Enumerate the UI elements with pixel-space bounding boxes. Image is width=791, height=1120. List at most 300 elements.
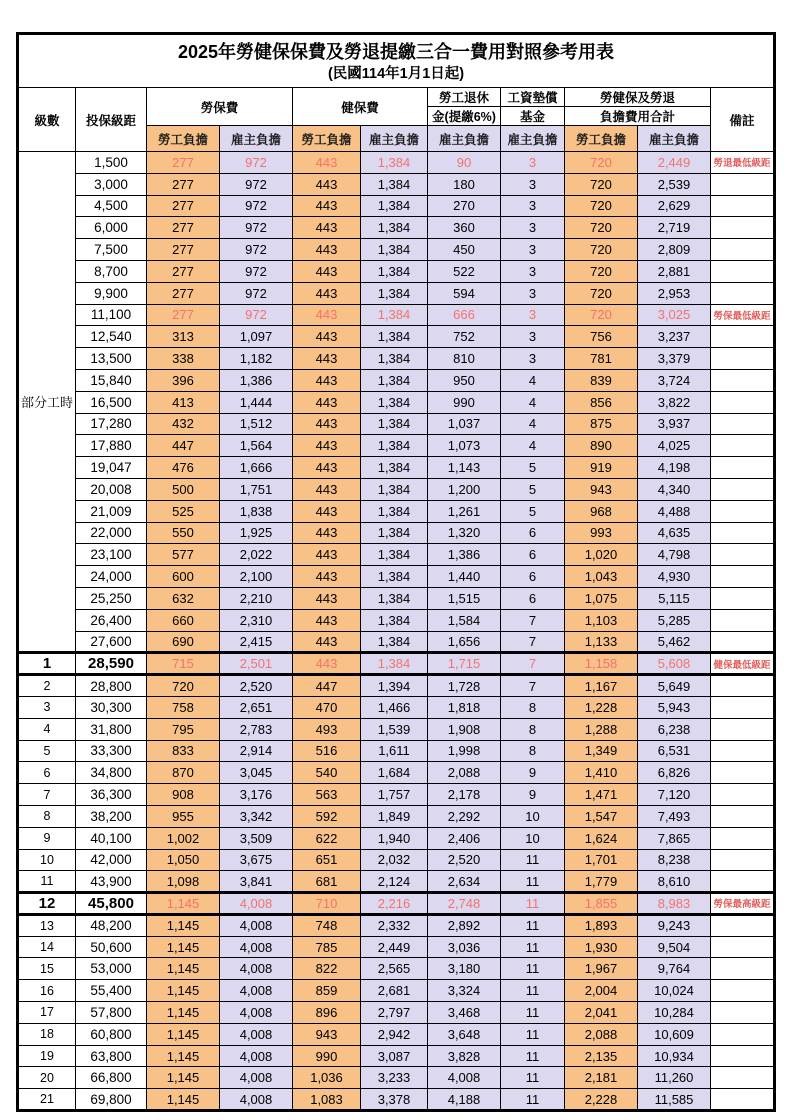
value-cell: 720 — [147, 675, 220, 697]
value-cell: 396 — [147, 369, 220, 391]
table-row — [18, 391, 775, 413]
value-cell: 2,181 — [565, 1067, 638, 1089]
value-cell: 443 — [293, 173, 361, 195]
value-cell: 2,004 — [565, 980, 638, 1002]
salary-bracket-cell: 23,100 — [76, 544, 147, 566]
value-cell: 2,914 — [220, 740, 293, 762]
value-cell: 2,501 — [220, 653, 293, 675]
table-body — [18, 152, 775, 1111]
salary-bracket-cell: 16,500 — [76, 391, 147, 413]
value-cell: 839 — [565, 369, 638, 391]
value-cell: 720 — [565, 195, 638, 217]
value-cell: 3,180 — [428, 958, 501, 980]
value-cell: 2,681 — [361, 980, 428, 1002]
value-cell: 2,292 — [428, 805, 501, 827]
remark-cell — [711, 478, 775, 500]
subheader-health-employee: 勞工負擔 — [293, 126, 361, 152]
level-cell: 13 — [18, 914, 76, 936]
remark-cell — [711, 914, 775, 936]
remark-cell — [711, 239, 775, 261]
salary-bracket-cell: 19,047 — [76, 457, 147, 479]
value-cell: 9 — [501, 784, 565, 806]
remark-cell — [711, 740, 775, 762]
value-cell: 4,008 — [220, 1089, 293, 1111]
value-cell: 1,200 — [428, 478, 501, 500]
page-subtitle: (民國114年1月1日起) — [327, 65, 465, 82]
col-header-total-line2: 負擔費用合計 — [565, 107, 711, 126]
value-cell: 3 — [501, 282, 565, 304]
value-cell: 1,940 — [361, 827, 428, 849]
subheader-labor-employee: 勞工負擔 — [147, 126, 220, 152]
value-cell: 720 — [565, 260, 638, 282]
remark-cell — [711, 391, 775, 413]
value-cell: 2,449 — [638, 152, 711, 174]
value-cell: 3,324 — [428, 980, 501, 1002]
table-row — [18, 413, 775, 435]
value-cell: 443 — [293, 544, 361, 566]
value-cell: 4 — [501, 391, 565, 413]
value-cell: 5,943 — [638, 696, 711, 718]
table-row — [18, 435, 775, 457]
value-cell: 1,075 — [565, 587, 638, 609]
table-row — [18, 282, 775, 304]
value-cell: 6 — [501, 522, 565, 544]
salary-bracket-cell: 31,800 — [76, 718, 147, 740]
page-title: 2025年勞健保保費及勞退提繳三合一費用對照參考用表 — [178, 42, 615, 63]
value-cell: 1,728 — [428, 675, 501, 697]
table-row — [18, 457, 775, 479]
level-cell: 1 — [18, 653, 76, 675]
value-cell: 748 — [293, 914, 361, 936]
value-cell: 1,384 — [361, 326, 428, 348]
value-cell: 10,609 — [638, 1023, 711, 1045]
value-cell: 11,585 — [638, 1089, 711, 1111]
value-cell: 9,504 — [638, 936, 711, 958]
value-cell: 1,757 — [361, 784, 428, 806]
salary-bracket-cell: 27,600 — [76, 631, 147, 653]
remark-cell — [711, 1023, 775, 1045]
value-cell: 2,797 — [361, 1002, 428, 1024]
table-row — [18, 675, 775, 697]
value-cell: 990 — [293, 1045, 361, 1067]
value-cell: 632 — [147, 587, 220, 609]
value-cell: 2,881 — [638, 260, 711, 282]
value-cell: 10 — [501, 805, 565, 827]
value-cell: 493 — [293, 718, 361, 740]
value-cell: 1,384 — [361, 609, 428, 631]
level-cell: 19 — [18, 1045, 76, 1067]
value-cell: 833 — [147, 740, 220, 762]
value-cell: 1,320 — [428, 522, 501, 544]
table-row — [18, 827, 775, 849]
value-cell: 4,198 — [638, 457, 711, 479]
value-cell: 476 — [147, 457, 220, 479]
value-cell: 2,032 — [361, 849, 428, 871]
value-cell: 6,238 — [638, 718, 711, 740]
table-row — [18, 653, 775, 675]
level-cell: 8 — [18, 805, 76, 827]
value-cell: 7 — [501, 675, 565, 697]
value-cell: 4,008 — [220, 1023, 293, 1045]
value-cell: 3,237 — [638, 326, 711, 348]
value-cell: 11,260 — [638, 1067, 711, 1089]
value-cell: 5,649 — [638, 675, 711, 697]
value-cell: 525 — [147, 500, 220, 522]
value-cell: 3,828 — [428, 1045, 501, 1067]
value-cell: 443 — [293, 304, 361, 326]
remark-cell: 健保最低級距 — [711, 653, 775, 675]
value-cell: 4,008 — [220, 936, 293, 958]
value-cell: 3 — [501, 260, 565, 282]
value-cell: 11 — [501, 1089, 565, 1111]
value-cell: 919 — [565, 457, 638, 479]
value-cell: 660 — [147, 609, 220, 631]
value-cell: 2,539 — [638, 173, 711, 195]
value-cell: 2,520 — [428, 849, 501, 871]
value-cell: 3 — [501, 195, 565, 217]
salary-bracket-cell: 69,800 — [76, 1089, 147, 1111]
remark-cell — [711, 936, 775, 958]
value-cell: 277 — [147, 173, 220, 195]
value-cell: 8,610 — [638, 871, 711, 893]
value-cell: 1,384 — [361, 631, 428, 653]
value-cell: 2,178 — [428, 784, 501, 806]
value-cell: 594 — [428, 282, 501, 304]
value-cell: 720 — [565, 152, 638, 174]
value-cell: 270 — [428, 195, 501, 217]
value-cell: 450 — [428, 239, 501, 261]
remark-cell — [711, 435, 775, 457]
remark-cell — [711, 413, 775, 435]
table-row — [18, 348, 775, 370]
remark-cell: 勞退最低級距 — [711, 152, 775, 174]
table-row — [18, 217, 775, 239]
value-cell: 3 — [501, 326, 565, 348]
value-cell: 1,228 — [565, 696, 638, 718]
value-cell: 1,083 — [293, 1089, 361, 1111]
value-cell: 11 — [501, 1002, 565, 1024]
level-cell: 2 — [18, 675, 76, 697]
value-cell: 360 — [428, 217, 501, 239]
value-cell: 2,100 — [220, 566, 293, 588]
value-cell: 4,635 — [638, 522, 711, 544]
salary-bracket-cell: 38,200 — [76, 805, 147, 827]
value-cell: 516 — [293, 740, 361, 762]
value-cell: 277 — [147, 152, 220, 174]
value-cell: 972 — [220, 195, 293, 217]
table-row — [18, 326, 775, 348]
value-cell: 6 — [501, 566, 565, 588]
value-cell: 943 — [565, 478, 638, 500]
value-cell: 1,384 — [361, 566, 428, 588]
value-cell: 1,818 — [428, 696, 501, 718]
value-cell: 681 — [293, 871, 361, 893]
value-cell: 4,188 — [428, 1089, 501, 1111]
table-row — [18, 762, 775, 784]
value-cell: 972 — [220, 217, 293, 239]
col-header-salary-bracket: 投保級距 — [76, 88, 147, 152]
value-cell: 3,675 — [220, 849, 293, 871]
subheader-pension-employer: 雇主負擔 — [428, 126, 501, 152]
value-cell: 1,103 — [565, 609, 638, 631]
value-cell: 443 — [293, 195, 361, 217]
table-row — [18, 1067, 775, 1089]
value-cell: 1,684 — [361, 762, 428, 784]
value-cell: 11 — [501, 1023, 565, 1045]
value-cell: 3 — [501, 304, 565, 326]
value-cell: 1,967 — [565, 958, 638, 980]
value-cell: 1,073 — [428, 435, 501, 457]
value-cell: 443 — [293, 478, 361, 500]
value-cell: 2,088 — [565, 1023, 638, 1045]
value-cell: 11 — [501, 1045, 565, 1067]
value-cell: 1,925 — [220, 522, 293, 544]
level-cell: 10 — [18, 849, 76, 871]
value-cell: 1,838 — [220, 500, 293, 522]
value-cell: 1,145 — [147, 1023, 220, 1045]
salary-bracket-cell: 53,000 — [76, 958, 147, 980]
value-cell: 1,515 — [428, 587, 501, 609]
table-row — [18, 784, 775, 806]
salary-bracket-cell: 43,900 — [76, 871, 147, 893]
value-cell: 1,133 — [565, 631, 638, 653]
table-row — [18, 566, 775, 588]
remark-cell — [711, 609, 775, 631]
value-cell: 1,167 — [565, 675, 638, 697]
value-cell: 1,384 — [361, 500, 428, 522]
value-cell: 4,008 — [220, 958, 293, 980]
value-cell: 592 — [293, 805, 361, 827]
salary-bracket-cell: 24,000 — [76, 566, 147, 588]
value-cell: 720 — [565, 173, 638, 195]
level-cell: 5 — [18, 740, 76, 762]
value-cell: 4 — [501, 413, 565, 435]
level-cell: 12 — [18, 893, 76, 915]
value-cell: 1,384 — [361, 522, 428, 544]
value-cell: 3,378 — [361, 1089, 428, 1111]
value-cell: 10,934 — [638, 1045, 711, 1067]
value-cell: 972 — [220, 304, 293, 326]
subheader-fund-employer: 雇主負擔 — [501, 126, 565, 152]
value-cell: 3,176 — [220, 784, 293, 806]
value-cell: 2,634 — [428, 871, 501, 893]
value-cell: 277 — [147, 260, 220, 282]
fee-reference-sheet — [16, 32, 776, 1112]
remark-cell — [711, 500, 775, 522]
remark-cell — [711, 805, 775, 827]
value-cell: 1,384 — [361, 239, 428, 261]
value-cell: 313 — [147, 326, 220, 348]
value-cell: 795 — [147, 718, 220, 740]
value-cell: 2,041 — [565, 1002, 638, 1024]
value-cell: 1,384 — [361, 457, 428, 479]
value-cell: 7 — [501, 609, 565, 631]
value-cell: 180 — [428, 173, 501, 195]
remark-cell — [711, 326, 775, 348]
table-row — [18, 544, 775, 566]
value-cell: 1,715 — [428, 653, 501, 675]
value-cell: 1,384 — [361, 544, 428, 566]
value-cell: 785 — [293, 936, 361, 958]
remark-cell — [711, 217, 775, 239]
value-cell: 1,145 — [147, 914, 220, 936]
value-cell: 1,384 — [361, 173, 428, 195]
value-cell: 3,233 — [361, 1067, 428, 1089]
salary-bracket-cell: 48,200 — [76, 914, 147, 936]
value-cell: 990 — [428, 391, 501, 413]
table-row — [18, 631, 775, 653]
value-cell: 8,983 — [638, 893, 711, 915]
salary-bracket-cell: 11,100 — [76, 304, 147, 326]
table-row — [18, 718, 775, 740]
value-cell: 908 — [147, 784, 220, 806]
value-cell: 1,386 — [220, 369, 293, 391]
subheader-health-employer: 雇主負擔 — [361, 126, 428, 152]
table-row — [18, 587, 775, 609]
value-cell: 3,648 — [428, 1023, 501, 1045]
salary-bracket-cell: 17,880 — [76, 435, 147, 457]
value-cell: 443 — [293, 282, 361, 304]
value-cell: 2,216 — [361, 893, 428, 915]
value-cell: 3 — [501, 217, 565, 239]
value-cell: 470 — [293, 696, 361, 718]
value-cell: 500 — [147, 478, 220, 500]
table-header — [18, 34, 775, 152]
value-cell: 9,764 — [638, 958, 711, 980]
value-cell: 1,564 — [220, 435, 293, 457]
value-cell: 11 — [501, 1067, 565, 1089]
value-cell: 8 — [501, 696, 565, 718]
value-cell: 2,783 — [220, 718, 293, 740]
value-cell: 8 — [501, 740, 565, 762]
value-cell: 1,349 — [565, 740, 638, 762]
table-row — [18, 958, 775, 980]
fee-table — [16, 32, 776, 1112]
salary-bracket-cell: 55,400 — [76, 980, 147, 1002]
subheader-total-employer: 雇主負擔 — [638, 126, 711, 152]
col-header-pension-line1: 勞工退休 — [428, 88, 501, 107]
col-header-health-insurance: 健保費 — [293, 88, 428, 126]
value-cell: 2,449 — [361, 936, 428, 958]
value-cell: 2,953 — [638, 282, 711, 304]
salary-bracket-cell: 21,009 — [76, 500, 147, 522]
value-cell: 1,624 — [565, 827, 638, 849]
table-row — [18, 478, 775, 500]
value-cell: 2,520 — [220, 675, 293, 697]
value-cell: 651 — [293, 849, 361, 871]
value-cell: 4,008 — [220, 1002, 293, 1024]
value-cell: 822 — [293, 958, 361, 980]
level-cell: 7 — [18, 784, 76, 806]
value-cell: 950 — [428, 369, 501, 391]
value-cell: 540 — [293, 762, 361, 784]
value-cell: 955 — [147, 805, 220, 827]
value-cell: 7,493 — [638, 805, 711, 827]
table-row — [18, 740, 775, 762]
remark-cell — [711, 762, 775, 784]
value-cell: 859 — [293, 980, 361, 1002]
value-cell: 447 — [147, 435, 220, 457]
value-cell: 9 — [501, 762, 565, 784]
salary-bracket-cell: 7,500 — [76, 239, 147, 261]
value-cell: 3,509 — [220, 827, 293, 849]
value-cell: 1,384 — [361, 587, 428, 609]
value-cell: 5 — [501, 500, 565, 522]
value-cell: 1,043 — [565, 566, 638, 588]
value-cell: 5 — [501, 457, 565, 479]
value-cell: 2,022 — [220, 544, 293, 566]
value-cell: 443 — [293, 217, 361, 239]
value-cell: 1,908 — [428, 718, 501, 740]
value-cell: 720 — [565, 239, 638, 261]
value-cell: 443 — [293, 457, 361, 479]
table-row — [18, 260, 775, 282]
remark-cell — [711, 980, 775, 1002]
remark-cell: 勞保最低級距 — [711, 304, 775, 326]
value-cell: 1,386 — [428, 544, 501, 566]
value-cell: 1,849 — [361, 805, 428, 827]
value-cell: 710 — [293, 893, 361, 915]
value-cell: 277 — [147, 217, 220, 239]
col-header-total-line1: 勞健保及勞退 — [565, 88, 711, 107]
value-cell: 972 — [220, 282, 293, 304]
value-cell: 1,384 — [361, 369, 428, 391]
value-cell: 563 — [293, 784, 361, 806]
table-row — [18, 914, 775, 936]
salary-bracket-cell: 63,800 — [76, 1045, 147, 1067]
value-cell: 7 — [501, 653, 565, 675]
salary-bracket-cell: 1,500 — [76, 152, 147, 174]
salary-bracket-cell: 36,300 — [76, 784, 147, 806]
value-cell: 338 — [147, 348, 220, 370]
value-cell: 443 — [293, 522, 361, 544]
value-cell: 1,384 — [361, 260, 428, 282]
value-cell: 2,719 — [638, 217, 711, 239]
value-cell: 1,288 — [565, 718, 638, 740]
value-cell: 1,584 — [428, 609, 501, 631]
level-cell: 11 — [18, 871, 76, 893]
value-cell: 600 — [147, 566, 220, 588]
value-cell: 4,025 — [638, 435, 711, 457]
value-cell: 4,488 — [638, 500, 711, 522]
value-cell: 2,228 — [565, 1089, 638, 1111]
value-cell: 443 — [293, 260, 361, 282]
value-cell: 1,384 — [361, 195, 428, 217]
value-cell: 4 — [501, 435, 565, 457]
remark-cell — [711, 173, 775, 195]
value-cell: 1,145 — [147, 980, 220, 1002]
value-cell: 2,629 — [638, 195, 711, 217]
value-cell: 2,942 — [361, 1023, 428, 1045]
value-cell: 443 — [293, 391, 361, 413]
salary-bracket-cell: 22,000 — [76, 522, 147, 544]
value-cell: 7,865 — [638, 827, 711, 849]
value-cell: 870 — [147, 762, 220, 784]
value-cell: 7,120 — [638, 784, 711, 806]
value-cell: 1,930 — [565, 936, 638, 958]
value-cell: 1,145 — [147, 1045, 220, 1067]
value-cell: 413 — [147, 391, 220, 413]
value-cell: 1,656 — [428, 631, 501, 653]
value-cell: 1,998 — [428, 740, 501, 762]
value-cell: 1,145 — [147, 1002, 220, 1024]
subheader-labor-employer: 雇主負擔 — [220, 126, 293, 152]
value-cell: 720 — [565, 282, 638, 304]
salary-bracket-cell: 6,000 — [76, 217, 147, 239]
remark-cell — [711, 849, 775, 871]
value-cell: 443 — [293, 609, 361, 631]
remark-cell — [711, 871, 775, 893]
